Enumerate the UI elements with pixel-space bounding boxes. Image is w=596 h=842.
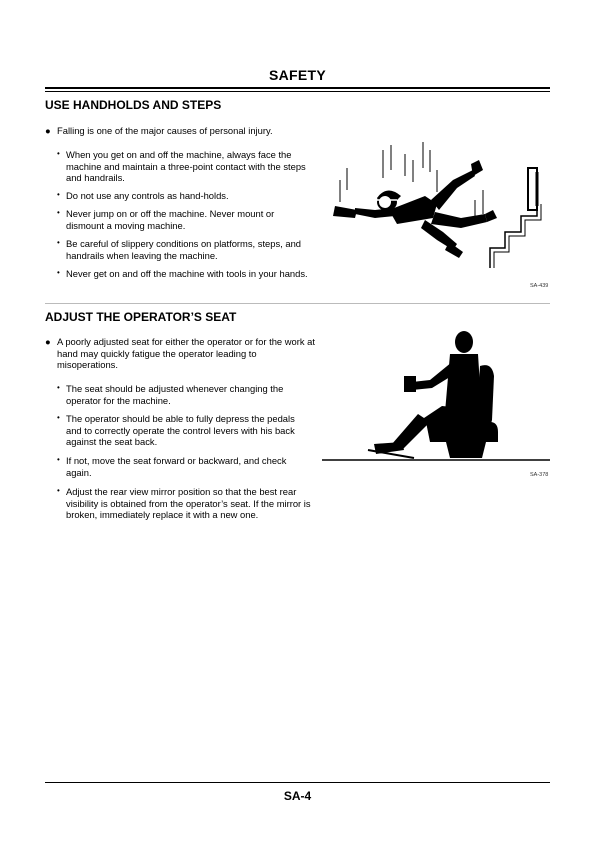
figure-label-sa439: SA-439: [530, 283, 549, 289]
list-item: • When you get on and off the machine, always face the machine and maintain a three-point contact with the steps and handrails.: [57, 149, 306, 183]
bullet-dot: ●: [45, 336, 51, 347]
list-item: • Adjust the rear view mirror position so that the best rear visibility is obtained from the operator’s seat. If the mirror is broken, immediately replace it with a new one.: [57, 486, 311, 520]
section-heading-handholds: USE HANDHOLDS AND STEPS: [45, 98, 222, 112]
list-item: • Never jump on or off the machine. Never mount or dismount a moving machine.: [57, 208, 275, 231]
falling-person-illustration: [325, 140, 550, 275]
figure-label-sa378: SA-378: [530, 472, 549, 478]
section-divider: [45, 303, 550, 304]
list-item: • If not, move the seat forward or backward, and check again.: [57, 455, 287, 478]
list-item: • The seat should be adjusted whenever changing the operator for the machine.: [57, 383, 284, 406]
list-item: • Be careful of slippery conditions on platforms, steps, and handrails when leaving the machine.: [57, 238, 302, 261]
header-rule-thick: [45, 87, 550, 89]
main-bullet-text: A poorly adjusted seat for either the operator or for the work at hand may quickly fatigue the operator leading to misoperations.: [57, 336, 315, 370]
header-rule-thin: [45, 91, 550, 92]
main-bullet-text: Falling is one of the major causes of personal injury.: [57, 125, 273, 136]
page-title: SAFETY: [268, 67, 327, 83]
list-item: • Never get on and off the machine with tools in your hands.: [57, 268, 308, 279]
footer-rule: [45, 782, 550, 783]
seated-operator-illustration: [322, 326, 550, 466]
bullet-dot: ●: [45, 125, 51, 136]
list-item: • The operator should be able to fully depress the pedals and to correctly operate the control levers with his back against the seat back.: [57, 413, 295, 447]
page-number: SA-4: [283, 789, 312, 803]
section-heading-seat: ADJUST THE OPERATOR’S SEAT: [45, 310, 237, 324]
list-item: • Do not use any controls as hand-holds.: [57, 190, 229, 201]
